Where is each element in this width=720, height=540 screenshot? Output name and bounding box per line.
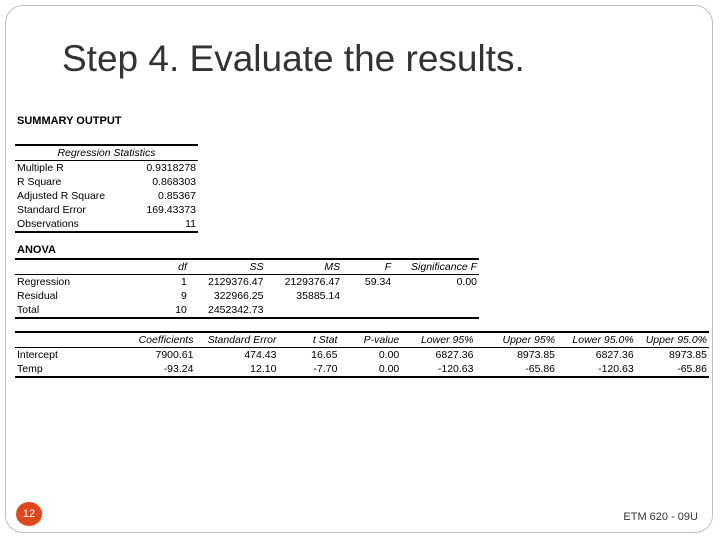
anova-table [15,258,479,319]
anova-cell: 35885.14 [296,290,341,302]
stat-label: Adjusted R Square [17,190,106,202]
anova-column-header: MS [265,259,342,275]
regression-statistics-row [15,217,198,232]
anova-row-label: Residual [17,290,58,302]
coefficients-column-header [15,332,114,348]
anova-header: ANOVA [17,244,56,256]
anova-cell [265,303,342,318]
coefficients-cell: -120.63 [557,362,636,377]
coefficients-cell: 12.10 [195,362,278,377]
anova-cell: 59.34 [364,276,392,288]
coefficients-cell: 16.65 [311,349,338,361]
coefficients-table [15,331,709,378]
coefficients-cell: -7.70 [278,362,339,377]
stat-label: Multiple R [17,162,64,174]
page-number-badge: 12 [16,502,42,526]
anova-cell: 1 [181,276,187,288]
anova-cell [342,303,393,318]
coefficients-cell: 0.00 [378,349,400,361]
coefficients-cell: 474.43 [244,349,277,361]
stat-value: 0.85367 [158,190,196,202]
summary-output-header: SUMMARY OUTPUT [17,115,122,127]
coefficients-cell: 7900.61 [155,349,194,361]
coefficients-row [15,362,709,377]
coefficients-row-label: Intercept [17,349,58,361]
coefficients-cell: 8973.85 [517,349,556,361]
anova-cell: 9 [181,290,187,302]
coefficients-header-row [15,332,709,348]
coefficients-column-header: Lower 95.0% [557,332,636,348]
stat-value: 0.868303 [152,176,196,188]
coefficients-cell: 6827.36 [595,349,634,361]
anova-row [15,289,479,303]
regression-statistics-row [15,175,198,189]
stat-value: 0.9318278 [146,162,196,174]
anova-row-label: Regression [17,276,71,288]
anova-cell [393,303,479,318]
coefficients-column-header: Coefficients [114,332,196,348]
anova-row [15,275,479,290]
regression-statistics-header: Regression Statistics [15,145,198,161]
anova-cell: 322966.25 [213,290,264,302]
stat-label: Standard Error [17,204,86,216]
anova-cell: 2129376.47 [284,276,341,288]
anova-cell: 2129376.47 [208,276,264,288]
coefficients-column-header: Lower 95% [401,332,475,348]
coefficients-column-header: Standard Error [195,332,278,348]
coefficients-cell: 6827.36 [435,349,474,361]
anova-column-header: Significance F [393,259,479,275]
coefficients-row [15,348,709,363]
stat-value: 169.43373 [146,204,196,216]
anova-row-label: Total [15,303,131,318]
coefficients-cell: -65.86 [636,362,709,377]
anova-cell: 0.00 [456,276,477,288]
regression-statistics-row [15,161,198,176]
anova-row [15,303,479,318]
anova-cell: 10 [131,303,189,318]
coefficients-cell: -93.24 [114,362,196,377]
coefficients-cell: 0.00 [339,362,401,377]
coefficients-column-header: P-value [339,332,401,348]
stat-value: 11 [131,217,198,232]
anova-header-row [15,259,479,275]
coefficients-column-header: t Stat [278,332,339,348]
anova-cell: 2452342.73 [189,303,266,318]
anova-column-header [15,259,131,275]
anova-cell [342,289,393,303]
coefficients-column-header: Upper 95% [476,332,558,348]
regression-statistics-row [15,203,198,217]
coefficients-cell: -65.86 [476,362,558,377]
slide-title: Step 4. Evaluate the results. [62,38,525,79]
anova-column-header: F [342,259,393,275]
anova-column-header: df [131,259,189,275]
anova-column-header: SS [189,259,266,275]
stat-label: Observations [15,217,131,232]
regression-statistics-row [15,189,198,203]
anova-body [15,275,479,319]
regression-statistics-body [15,161,198,233]
footer-course-label: ETM 620 - 09U [623,511,698,523]
coefficients-row-label: Temp [15,362,114,377]
coefficients-cell: -120.63 [401,362,475,377]
coefficients-cell: 8973.85 [669,349,707,361]
regression-statistics-table [15,144,198,233]
stat-label: R Square [17,176,62,188]
anova-cell [393,289,479,303]
coefficients-body [15,348,709,378]
coefficients-column-header: Upper 95.0% [636,332,709,348]
